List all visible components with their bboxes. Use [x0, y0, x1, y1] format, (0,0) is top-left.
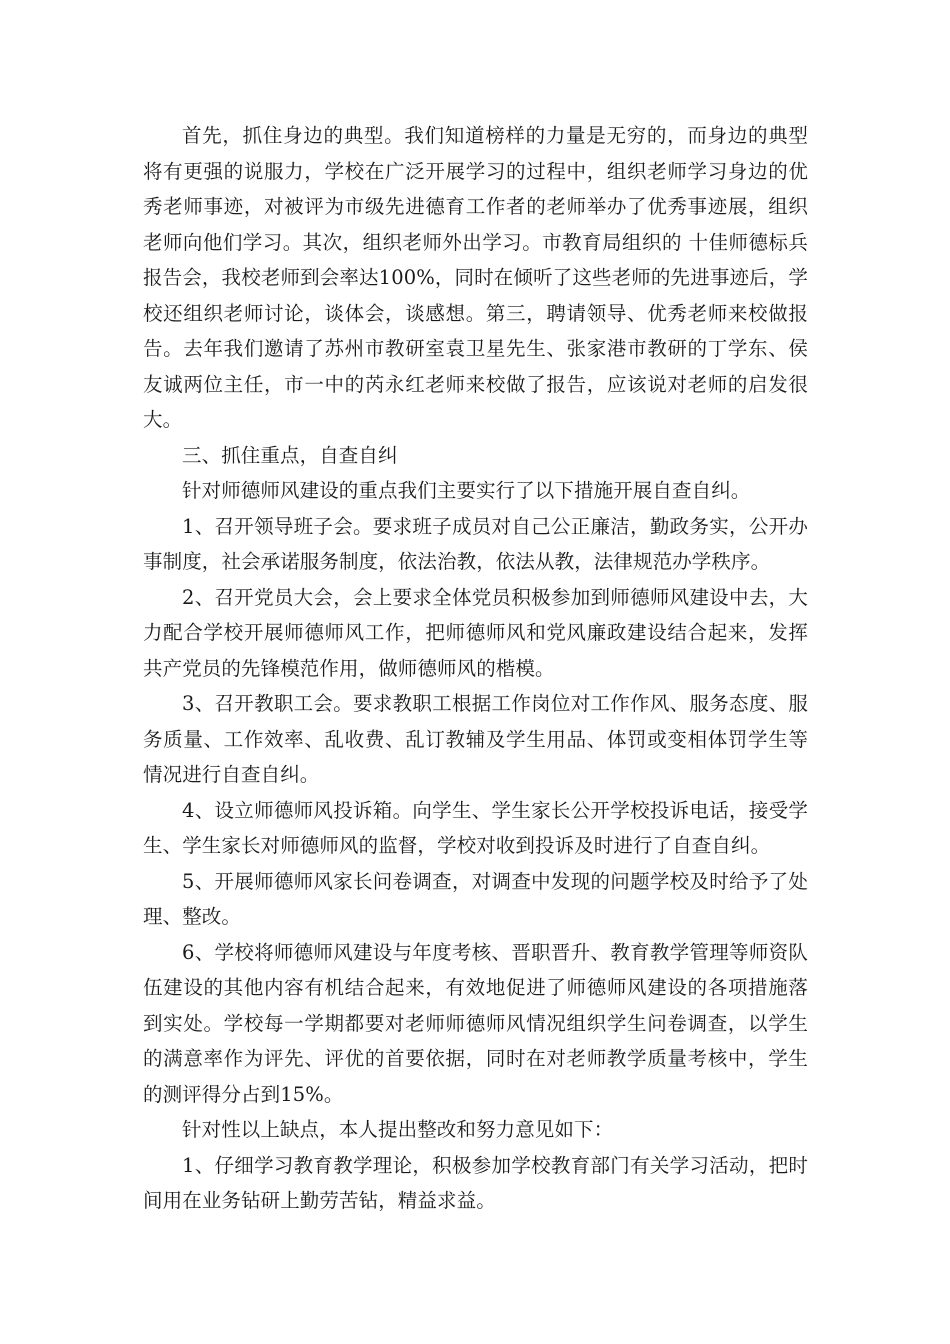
document-body [143, 118, 808, 1219]
section-heading-self-check: 三、抓住重点，自查自纠 [182, 443, 398, 467]
paragraph-measure-6: 6、学校将师德师风建设与年度考核、晋职晋升、教育教学管理等师资队伍建设的其他内容有机结合起来，有效地促进了师德师风建设的各项措施落到实处。学校每一学期都要对老师师德师风情况组织学生问卷调查，以学生的满意率作为评先、评优的首要依据，同时在对老师教学质量考核中，学生的测评得分占到15%。 [143, 940, 808, 1106]
paragraph-measure-1: 1、召开领导班子会。要求班子成员对自己公正廉洁，勤政务实，公开办事制度，社会承诺服务制度，依法治教，依法从教，法律规范办学秩序。 [143, 514, 808, 573]
paragraph-rectification-1: 1、仔细学习教育教学理论，积极参加学校教育部门有关学习活动，把时间用在业务钻研上勤劳苦钻，精益求益。 [143, 1153, 808, 1212]
paragraph-measure-3: 3、召开教职工会。要求教职工根据工作岗位对工作作风、服务态度、服务质量、工作效率、乱收费、乱订教辅及学生用品、体罚或变相体罚学生等情况进行自查自纠。 [143, 692, 808, 786]
paragraph-measure-5: 5、开展师德师风家长问卷调查，对调查中发现的问题学校及时给予了处理、整改。 [143, 869, 808, 928]
paragraph-measure-4: 4、设立师德师风投诉箱。向学生、学生家长公开学校投诉电话，接受学生、学生家长对师德师风的监督，学校对收到投诉及时进行了自查自纠。 [143, 798, 808, 857]
paragraph-typical-examples: 首先，抓住身边的典型。我们知道榜样的力量是无穷的，而身边的典型将有更强的说服力，学校在广泛开展学习的过程中，组织老师学习身边的优秀老师事迹，对被评为市级先进德育工作者的老师举办了优秀事迹展，组织老师向他们学习。其次，组织老师外出学习。市教育局组织的 十佳师德标兵 报告会，我校老师到会率达100%，同时在倾听了这些老师的先进事迹后，学校还组织老师讨论，谈体会，谈感想。第三，聘请领导、优秀老师来校做报告。去年我们邀请了苏州市教研室袁卫星先生、张家港市教研的丁学东、侯友诚两位主任，市一中的芮永红老师来校做了报告，应该说对老师的启发很大。 [143, 124, 808, 431]
paragraph-measures-intro: 针对师德师风建设的重点我们主要实行了以下措施开展自查自纠。 [182, 479, 751, 502]
paragraph-measure-2: 2、召开党员大会，会上要求全体党员积极参加到师德师风建设中去，大力配合学校开展师德师风工作，把师德师风和党风廉政建设结合起来，发挥共产党员的先锋模范作用，做师德师风的楷模。 [143, 585, 808, 680]
paragraph-rectification-intro: 针对性以上缺点，本人提出整改和努力意见如下： [182, 1118, 614, 1141]
